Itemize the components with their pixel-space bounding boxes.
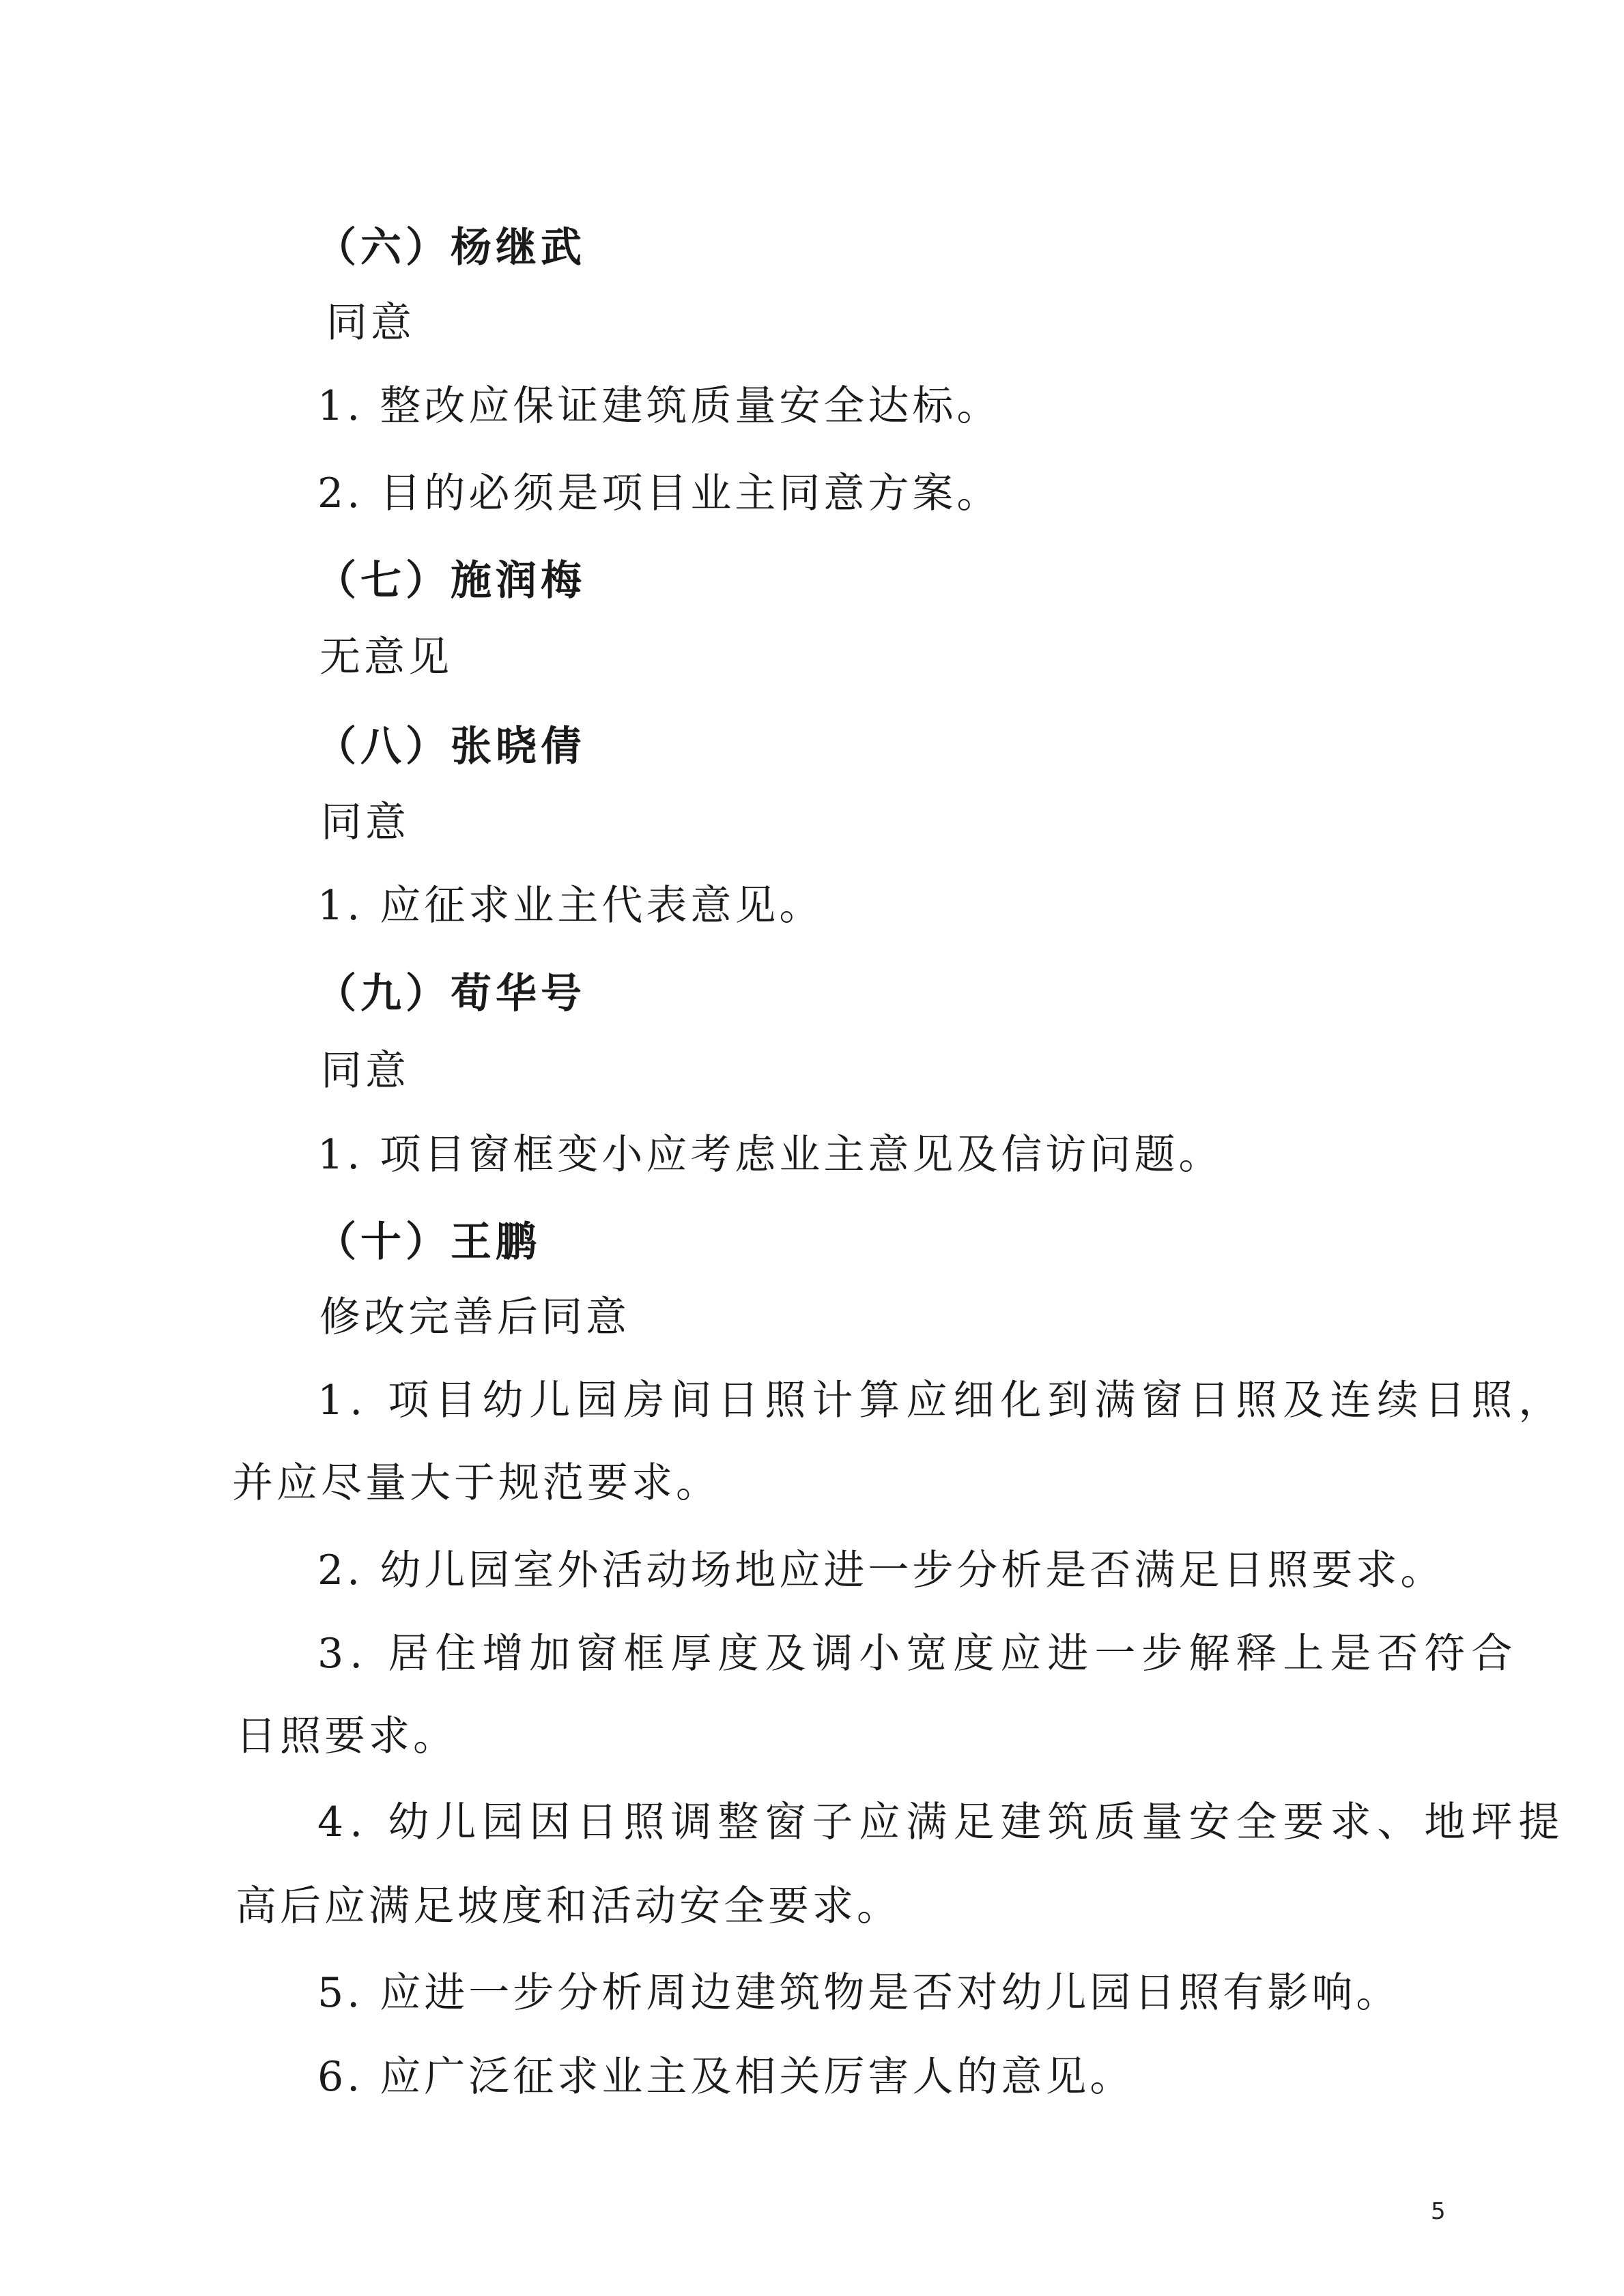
list-item: 2. 幼儿园室外活动场地应进一步分析是否满足日照要求。 — [317, 1547, 1445, 1594]
list-item: 5. 应进一步分析周边建筑物是否对幼儿园日照有影响。 — [317, 1969, 1401, 2017]
opinion-text: 同意 — [326, 299, 415, 347]
section-heading: （十）王鹏 — [315, 1218, 541, 1266]
section-heading: （九）荀华号 — [315, 970, 586, 1018]
list-item-continuation: 并应尽量大于规范要求。 — [232, 1459, 720, 1507]
list-item-continuation: 高后应满足坡度和活动安全要求。 — [236, 1882, 901, 1930]
list-item: 6. 应广泛征求业主及相关厉害人的意见。 — [317, 2053, 1135, 2101]
list-item: 1. 应征求业主代表意见。 — [317, 882, 824, 930]
list-item: 1. 整改应保证建筑质量安全达标。 — [317, 382, 1001, 430]
section-heading: （六）杨继武 — [315, 224, 586, 272]
list-item: 3. 居住增加窗框厚度及调小宽度应进一步解释上是否符合 — [317, 1630, 1519, 1678]
list-item: 1. 项目窗框变小应考虑业主意见及信访问题。 — [317, 1131, 1223, 1179]
opinion-text: 同意 — [321, 1047, 410, 1095]
page-number: 5 — [1431, 2198, 1446, 2225]
list-item: 4. 幼儿园因日照调整窗子应满足建筑质量安全要求、地坪提 — [317, 1798, 1566, 1846]
opinion-text: 修改完善后同意 — [319, 1293, 630, 1341]
list-item-continuation: 日照要求。 — [236, 1712, 457, 1760]
list-item: 2. 目的必须是项目业主同意方案。 — [317, 470, 1001, 517]
section-heading: （七）施润梅 — [315, 557, 586, 605]
opinion-text: 无意见 — [319, 633, 453, 681]
section-heading: （八）张晓倩 — [315, 723, 586, 771]
list-item: 1. 项目幼儿园房间日照计算应细化到满窗日照及连续日照， — [317, 1377, 1566, 1424]
opinion-text: 同意 — [321, 799, 410, 846]
